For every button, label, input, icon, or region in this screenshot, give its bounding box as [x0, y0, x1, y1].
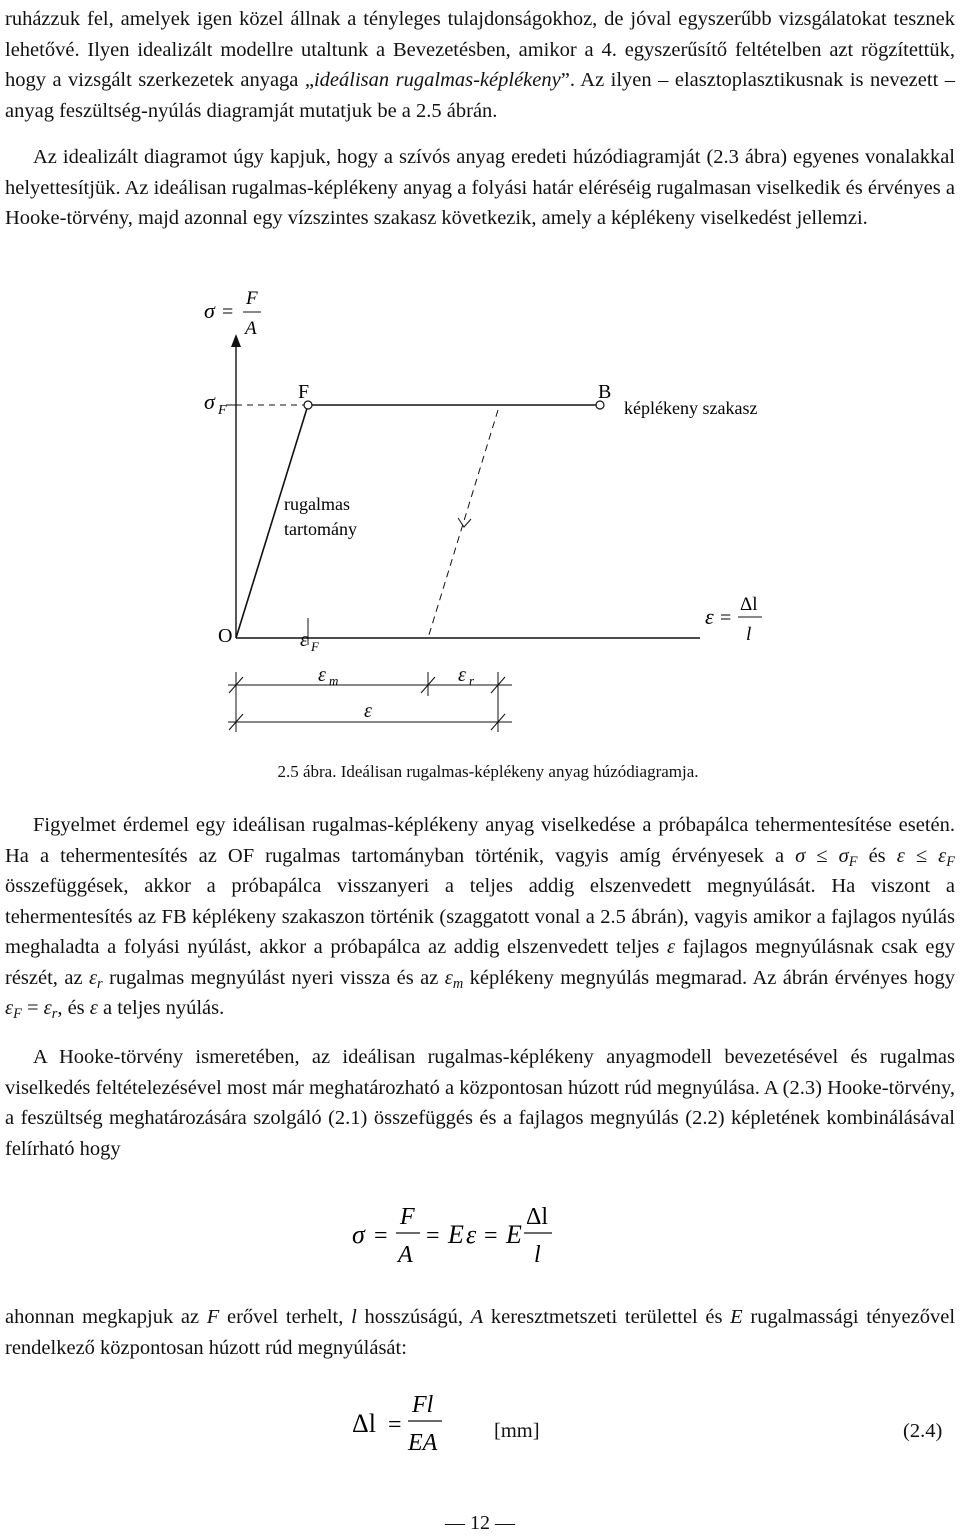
eq2-delta-l: Δl [352, 1409, 376, 1438]
x-axis-eq: = [720, 607, 732, 629]
eq1-E-2: E [506, 1220, 522, 1249]
eps-f-sub: F [311, 639, 319, 654]
eq1-equals-2: = [426, 1223, 440, 1249]
p3-sigma: σ [795, 844, 806, 867]
p3-eps-r-sub: r [97, 975, 103, 992]
p1-line-3: egyszerűsítő feltételben azt rögzítettük, hogy a vizsgált szerkezetek anyaga „ [5, 38, 955, 91]
p3-le-2: ≤ [904, 844, 939, 867]
paragraph-unloading [5, 810, 955, 1024]
eps-r-label: ε [458, 664, 466, 686]
p3-le-1: ≤ [805, 844, 839, 867]
y-axis-num: F [246, 288, 258, 309]
paragraph-hooke [5, 1042, 955, 1164]
sigma-f-label: σ [204, 389, 215, 414]
p3-eps-m-sub: m [452, 975, 464, 992]
eq2-equals: = [388, 1412, 402, 1438]
y-axis-arrow [231, 334, 241, 347]
p5-F: F [206, 1306, 220, 1328]
x-axis-den: l [746, 624, 752, 645]
paragraph-elongation [5, 1302, 955, 1363]
eq1-sigma: σ [352, 1220, 365, 1249]
eq1-den-A: A [398, 1242, 413, 1268]
p3-part-d: rugalmas megnyúlást nyeri vissza és az [102, 966, 445, 989]
eps-m-sub: m [329, 673, 339, 688]
p3-eps-f2: ε [5, 997, 14, 1019]
p1-line-4: ”. Az ilyen – elasztoplasztikusnak is nevezett – anyag feszültség-nyúlás [5, 69, 956, 122]
paragraph-idealized [5, 142, 955, 234]
figure-caption-text: 2.5 ábra. Ideálisan rugalmas-képlékeny anyag húzódiagramja. [277, 762, 699, 781]
elastic-label-line-1: rugalmas [284, 494, 350, 514]
p3-sigma-f: σ [838, 844, 849, 867]
p5-A: A [470, 1306, 484, 1328]
equation-unit: [mm] [494, 1420, 540, 1442]
p1-line-2: vizsgálatokat tesznek lehetővé. Ilyen idealizált modellre utaltunk a Bevezetésben, amikor a 4. [5, 8, 955, 61]
p5-part-d: keresztmetszeti területtel és [483, 1306, 731, 1328]
p5-part-e: rugalmassági tényezővel rendelkező központosan húzott rúd megnyúlását: [5, 1306, 956, 1359]
p3-sigma-f-sub: F [848, 853, 858, 870]
p3-part-a: Figyelmet érdemel egy ideálisan rugalmas-képlékeny anyag viselkedése a próbapálca tehermentesítése esetén. Ha a tehermentesítés az OF rugalmas tartományban történik, vagyis amíg érvényesek a [5, 814, 955, 867]
figure-caption [0, 762, 960, 782]
p5-E: E [730, 1306, 743, 1328]
p3-eq: = [21, 997, 44, 1019]
eq1-num-dl: Δl [526, 1204, 549, 1230]
p4-text: A Hooke-törvény ismeretében, az ideálisan rugalmas-képlékeny anyagmodell bevezetésével és rugalmas viselkedés feltételezésével most már meghatározható a központosan húzott rúd megnyúlása. A (2.3) Hooke-törvény, a feszültség meghatározására szolgáló (2.1) összefüggés és a fajlagos megnyúlás (2.2) képletének kombinálásával felírható hogy [5, 1046, 955, 1160]
sigma-f-sub: F [218, 403, 227, 418]
eq1-equals-3: = [484, 1223, 498, 1249]
eq1-num-F: F [400, 1204, 415, 1230]
equation-stress [340, 1186, 600, 1276]
page-number: 12 [470, 1512, 490, 1534]
x-axis-eps: ε [705, 604, 714, 629]
p3-eps-f-sub: F [946, 853, 955, 870]
p5-part-c: hosszúságú, [356, 1306, 471, 1328]
p3-part-b: összefüggések, akkor a próbapálca visszanyeri a teljes addig elszenvedett megnyúlását. Ha viszont a tehermentesítés az FB képlékeny szakaszon történik (szaggatott vonal a 2.5 ábrán), vagyis amikor a fajlagos nyúlás meghaladta a folyási nyúlást, akkor a próbapálca az addig elszenvedett teljes [5, 875, 955, 958]
p3-eps-r2-sub: r [51, 1006, 58, 1022]
footer-dash-left: ― [445, 1512, 465, 1534]
plastic-region-label: képlékeny szakasz [624, 398, 758, 418]
p3-eps-2: ε [666, 936, 676, 958]
p3-part-g: a teljes nyúlás. [97, 997, 225, 1019]
p2-text: Az idealizált diagramot úgy kapjuk, hogy a szívós anyag eredeti húzódiagramját (2.3 ábra) egyenes vonalakkal helyettesítjük. Az ideálisan rugalmas-képlékeny anyag a folyási határ eléréséig rugalmasan viselkedik és érvényes a Hooke-törvény, majd azonnal egy vízszintes szakasz következik, amely a képlékeny viselkedést jellemzi. [5, 146, 955, 229]
equation-number: (2.4) [903, 1420, 943, 1442]
eps-f-label: ε [300, 629, 308, 651]
eq1-den-l: l [534, 1242, 541, 1268]
point-B-label: B [598, 381, 612, 403]
y-axis-sigma: σ [204, 298, 215, 323]
paragraph-intro [5, 4, 955, 126]
p1-line-1: ruházzuk fel, amelyek igen közel állnak a tényleges tulajdonságokhoz, de jóval egyszerűbb [5, 8, 772, 30]
p1-italic-ideal: ideálisan [313, 69, 390, 91]
eq2-den-EA: EA [408, 1430, 438, 1456]
stress-strain-diagram [0, 280, 960, 760]
p3-eps-f: ε [938, 844, 947, 867]
p3-eps: ε [896, 844, 905, 867]
eq2-num-Fl: Fl [412, 1392, 434, 1418]
eps-r-sub: r [469, 673, 475, 688]
equation-elongation [340, 1384, 520, 1474]
eq1-eps: ε [466, 1220, 477, 1249]
y-axis-eq: = [222, 301, 234, 323]
p3-eps-m: ε [444, 966, 453, 989]
p1-italic-rugalmas: rugalmas-képlékeny [395, 69, 561, 91]
p3-part-e: képlékeny megnyúlás megmarad. Az ábrán érvényes hogy [463, 966, 955, 989]
footer-dash-right: ― [495, 1512, 515, 1534]
eq1-equals-1: = [374, 1223, 388, 1249]
p3-eps-r: ε [88, 966, 98, 989]
elastic-label-line-2: tartomány [284, 519, 357, 539]
p3-part-c: fajlagos megnyúlásnak csak egy részét, az [5, 936, 955, 989]
unloading-dashed-line [428, 410, 498, 638]
origin-label: O [218, 625, 233, 647]
p5-part-a: ahonnan megkapjuk az [5, 1306, 207, 1328]
p1-line-5: diagramját mutatjuk be a 2.5 ábrán. [206, 99, 498, 122]
point-F-label: F [298, 381, 310, 403]
p3-eps-f2-sub: F [13, 1006, 22, 1022]
p3-eps-total: ε [89, 997, 98, 1019]
p3-part-f: , és [57, 997, 90, 1019]
p3-and: és [857, 844, 897, 867]
p5-l: l [351, 1306, 357, 1328]
p3-eps-r2: ε [43, 997, 52, 1019]
y-axis-den: A [245, 318, 257, 339]
eps-total-label: ε [364, 700, 372, 722]
eq1-E: E [448, 1220, 464, 1249]
x-axis-num: Δl [740, 594, 758, 615]
eps-m-label: ε [318, 664, 326, 686]
page-footer [0, 1512, 960, 1535]
p5-part-b: erővel terhelt, [219, 1306, 352, 1328]
